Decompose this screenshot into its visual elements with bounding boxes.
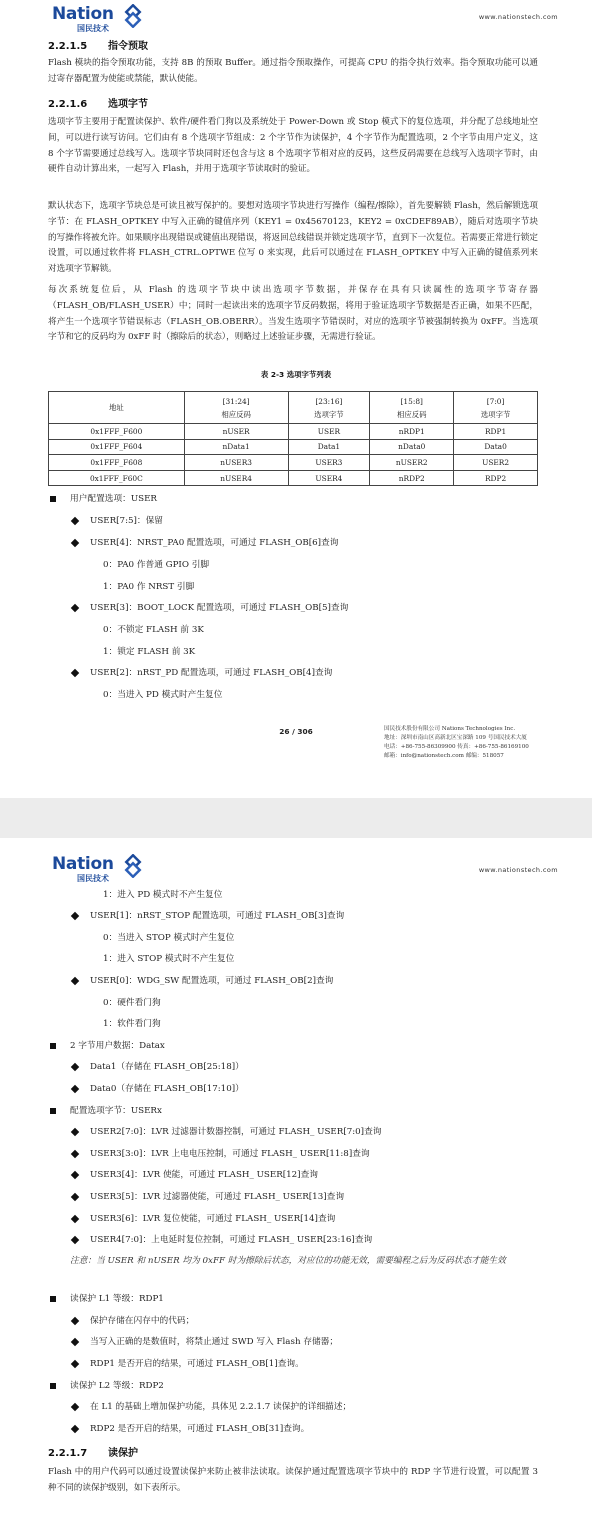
section-title: 读保护 — [108, 1448, 138, 1459]
list-subitem: 1：软件看门狗 — [103, 1019, 161, 1029]
table-cell: USER2 — [454, 455, 538, 471]
paragraph-option-bytes-reset: 每次系统复位后，从 Flash 的选项字节块中读出选项字节数据，并保存在具有只读属性的选项字节寄存器（FLASH_OB/FLASH_USER）中；同时一起读出来的选项字节反码数据，将用于验证选项字节数据是否正确，如果不匹配，将产生一个选项字节错误标志（FLASH_OB.OBERR）。当发生选项字节错误时，对应的选项字节被强制转换为 0xFF。当选项字节和它的反码均为 0xFF 时（擦除后的状态），则略过上述验证步骤，无需进行验证。 — [48, 285, 538, 343]
list-subitem: 1：PA0 作 NRST 引脚 — [103, 582, 195, 592]
table-cell: 0x1FFF_F600 — [49, 424, 185, 440]
list-item-user3-4: USER3[4]：LVR 使能，可通过 FLASH_ USER[12]查询 — [90, 1170, 318, 1180]
table-cell: 0x1FFF_F604 — [49, 439, 185, 455]
table-cell: nData0 — [370, 439, 454, 455]
option-bytes-table — [48, 391, 538, 486]
list-item-rdp1-swd: 当写入正确的是数值时，将禁止通过 SWD 写入 Flash 存储器； — [90, 1337, 339, 1347]
logo-mark-icon — [121, 4, 145, 28]
document-page-27 — [0, 838, 592, 1533]
list-item-user4: USER4[7:0]：上电延时复位控制，可通过 FLASH_ USER[23:16]查询 — [90, 1235, 373, 1245]
list-item-rdp1-query: RDP1 是否开启的结果，可通过 FLASH_OB[1]查询。 — [90, 1359, 304, 1369]
table-cell: USER3 — [288, 455, 370, 471]
section-title: 选项字节 — [108, 99, 148, 110]
table-cell: nData1 — [184, 439, 288, 455]
logo-wordmark: Nation — [52, 854, 114, 874]
section-number: 2.2.1.5 — [48, 41, 88, 52]
table-cell: nUSER2 — [370, 455, 454, 471]
table-row — [49, 470, 538, 486]
list-item-user-3: USER[3]：BOOT_LOCK 配置选项，可通过 FLASH_OB[5]查询 — [90, 603, 349, 613]
table-caption: 表 2-3 选项字节列表 — [260, 370, 332, 379]
list-item-user-1: USER[1]：nRST_STOP 配置选项，可通过 FLASH_OB[3]查询 — [90, 911, 345, 921]
table-header-row — [49, 392, 538, 424]
table-row — [49, 455, 538, 471]
footer-line: 国民技术股份有限公司 Nations Technologies Inc. — [384, 726, 516, 732]
list-subitem: 0：不锁定 FLASH 前 3K — [103, 625, 204, 635]
list-item-data0: Data0（存储在 FLASH_OB[17:10]） — [90, 1084, 244, 1094]
list-item-user3-3-0: USER3[3:0]：LVR 上电电压控制，可通过 FLASH_ USER[11:8]查询 — [90, 1149, 370, 1159]
header-url: www.nationstech.com — [478, 13, 558, 21]
paragraph-option-bytes-intro: 选项字节主要用于配置读保护、软件/硬件看门狗以及系统处于 Power-Down 或 Stop 模式下的复位选项，并分配了总线地址空间，可以进行读写访问。它们由有 8 个选项字节组成：2 个字节作为读保护，4 个字节作为配置选项，2 个字节由用户定义，这 8 个字节需要通过总线写入。选项字节块同时还包含与这 8 个选项字节相对应的反码，这些反码需要在总线写入选项字节时，由硬件自动计算出来，一起写入 Flash，并用于选项字节读取时的验证。 — [48, 117, 538, 175]
table-header-cell: [15:8] 相应反码 — [370, 392, 454, 424]
list-subitem: 1：锁定 FLASH 前 3K — [103, 647, 196, 657]
footer-line: 电话：+86-755-86309900 传真：+86-755-86169100 — [384, 744, 529, 750]
list-item-rdp1: 读保护 L1 等级：RDP1 — [70, 1294, 164, 1304]
table-header-cell: [31:24] 相应反码 — [184, 392, 288, 424]
list-item-rdp1-protect: 保护存储在闪存中的代码； — [90, 1316, 195, 1326]
table-cell: 0x1FFF_F608 — [49, 455, 185, 471]
logo-chinese-name: 国民技术 — [77, 24, 109, 33]
table-cell: RDP1 — [454, 424, 538, 440]
table-header-cell: [23:16] 选项字节 — [288, 392, 370, 424]
table-cell: nUSER4 — [184, 470, 288, 486]
logo-mark-icon — [121, 854, 145, 878]
list-subitem: 1：进入 PD 模式时不产生复位 — [103, 890, 223, 900]
table-cell: RDP2 — [454, 470, 538, 486]
list-item-user2: USER2[7:0]：LVR 过滤器计数器控制，可通过 FLASH_ USER[7:0]查询 — [90, 1127, 382, 1137]
table-row — [49, 439, 538, 455]
list-item-user-4: USER[4]：NRST_PA0 配置选项，可通过 FLASH_OB[6]查询 — [90, 538, 339, 548]
list-item-userx: 配置选项字节：USERx — [70, 1106, 162, 1116]
table-cell: nUSER — [184, 424, 288, 440]
list-item-rdp2-query: RDP2 是否开启的结果，可通过 FLASH_OB[31]查询。 — [90, 1424, 310, 1434]
table-header-cell: [7:0] 选项字节 — [454, 392, 538, 424]
table-row — [49, 424, 538, 440]
table-cell: USER — [288, 424, 370, 440]
paragraph-option-bytes-unlock: 默认状态下，选项字节块总是可读且被写保护的。要想对选项字节块进行写操作（编程/擦除），首先要解锁 Flash，然后解锁选项字节：在 FLASH_OPTKEY 中写入正确的键值序列（KEY1 = 0x45670123，KEY2 = 0xCDEF89AB），随后对选项字节块的写操作将被允许。如果顺序出现错误或键值出现错误，将返回总线错误并锁定选项字节，直到下一次复位。若需要正常进行锁定设置，可以通过软件将 FLASH_CTRL.OPTWE 位写 0 来实现，此后可以通过在 FLASH_OPTKEY 中写入正确的键值系列来对选项字节解锁。 — [48, 201, 538, 275]
list-subitem: 1：进入 STOP 模式时不产生复位 — [103, 954, 235, 964]
table-cell: nRDP1 — [370, 424, 454, 440]
list-item-rdp2: 读保护 L2 等级：RDP2 — [70, 1381, 164, 1391]
list-item-rdp2-extra: 在 L1 的基础上增加保护功能，具体见 2.2.1.7 读保护的详细描述； — [90, 1402, 352, 1412]
list-subitem: 0：PA0 作普通 GPIO 引脚 — [103, 560, 210, 570]
footer-line: 邮箱：info@nationstech.com 邮编：518057 — [384, 753, 504, 759]
list-item-datax: 2 字节用户数据：Datax — [70, 1041, 165, 1051]
table-cell: nRDP2 — [370, 470, 454, 486]
logo-chinese-name: 国民技术 — [77, 874, 109, 883]
list-subitem: 0：硬件看门狗 — [103, 998, 161, 1008]
list-item-user-2: USER[2]：nRST_PD 配置选项，可通过 FLASH_OB[4]查询 — [90, 668, 333, 678]
section-title: 指令预取 — [108, 41, 148, 52]
table-cell: Data0 — [454, 439, 538, 455]
section-heading-2-2-1-6 — [48, 95, 148, 110]
list-item-user-7-5: USER[7:5]：保留 — [90, 516, 163, 526]
paragraph-prefetch: Flash 模块的指令预取功能，支持 8B 的预取 Buffer。通过指令预取操作，可提高 CPU 的指令执行效率。指令预取功能可以通过寄存器配置为使能或禁能，默认使能。 — [48, 58, 538, 84]
logo-wordmark: Nation — [52, 4, 114, 24]
note-text: 注意：当 USER 和 nUSER 均为 0xFF 时为擦除后状态，对应位的功能无效，需要编程之后为反码状态才能生效 — [70, 1256, 506, 1266]
list-subitem: 0：当进入 PD 模式时产生复位 — [103, 690, 223, 700]
page-number: 26 / 306 — [279, 727, 313, 736]
table-cell: Data1 — [288, 439, 370, 455]
section-heading-2-2-1-7 — [48, 1444, 138, 1459]
list-item-data1: Data1（存储在 FLASH_OB[25:18]） — [90, 1062, 244, 1072]
header-url: www.nationstech.com — [478, 866, 558, 874]
table-cell: USER4 — [288, 470, 370, 486]
company-logo — [52, 854, 152, 884]
section-heading-2-2-1-5 — [48, 37, 148, 52]
table-cell: nUSER3 — [184, 455, 288, 471]
paragraph-read-protection: Flash 中的用户代码可以通过设置读保护来防止被非法读取。读保护通过配置选项字节块中的 RDP 字节进行设置，可以配置 3 种不同的读保护级别，如下表所示。 — [48, 1467, 538, 1493]
section-number: 2.2.1.6 — [48, 99, 88, 110]
list-item-user-0: USER[0]：WDG_SW 配置选项，可通过 FLASH_OB[2]查询 — [90, 976, 334, 986]
company-footer — [384, 725, 529, 761]
list-item-user3-5: USER3[5]：LVR 过滤器使能，可通过 FLASH_ USER[13]查询 — [90, 1192, 345, 1202]
list-subitem: 0：当进入 STOP 模式时产生复位 — [103, 933, 235, 943]
table-cell: 0x1FFF_F60C — [49, 470, 185, 486]
table-header-cell: 地址 — [49, 392, 185, 424]
section-number: 2.2.1.7 — [48, 1448, 88, 1459]
list-item-user3-6: USER3[6]：LVR 复位使能，可通过 FLASH_ USER[14]查询 — [90, 1214, 336, 1224]
list-item-user-config: 用户配置选项：USER — [70, 494, 157, 504]
company-logo — [52, 4, 152, 34]
footer-line: 地址：深圳市南山区高新北区宝深路 109 号国民技术大厦 — [384, 735, 527, 741]
